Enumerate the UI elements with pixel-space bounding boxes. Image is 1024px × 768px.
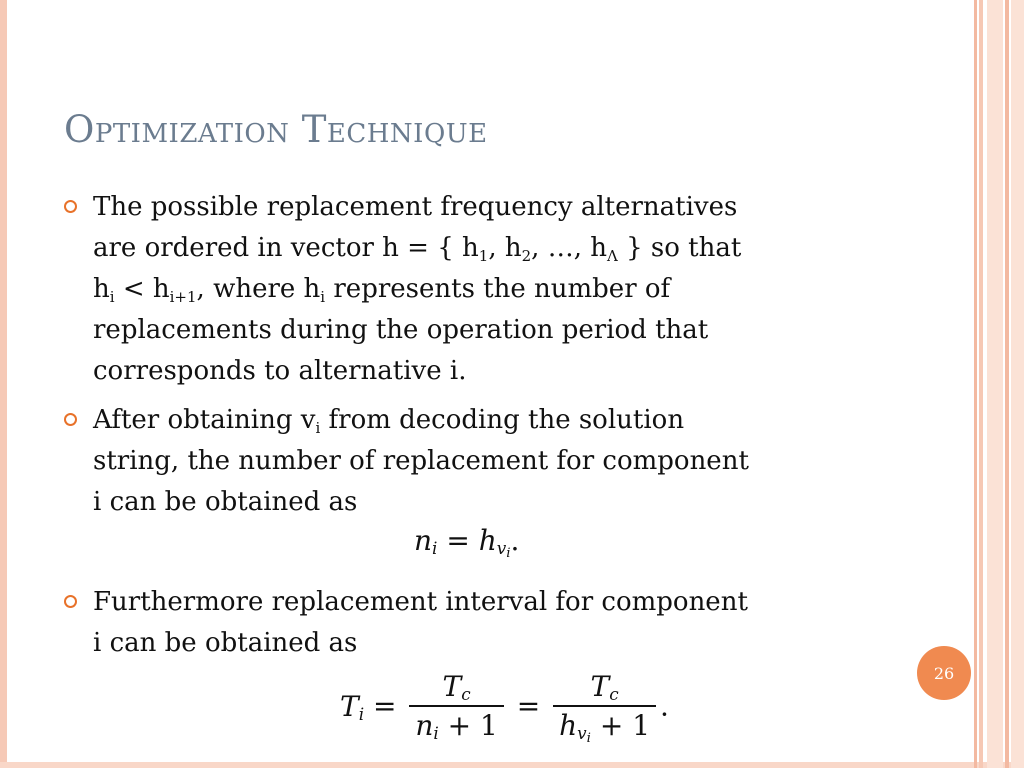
bullet-2-line-2: string, the number of replacement for component bbox=[93, 446, 749, 476]
bullet-circle-icon bbox=[64, 413, 77, 426]
bullet-2-text bbox=[93, 400, 883, 523]
formula-replacement-count: $n_i = h_{v_i}$. bbox=[414, 524, 520, 561]
bullet-1-line-4: replacements during the operation period that bbox=[93, 315, 709, 345]
bullet-2-line-3: i can be obtained as bbox=[93, 487, 358, 517]
bullet-2-line-1: After obtaining $v_i$ from decoding the solution bbox=[93, 405, 685, 437]
bullet-3-line-2: i can be obtained as bbox=[93, 628, 358, 658]
right-decorative-stripes bbox=[974, 0, 1024, 768]
bullet-1-line-5: corresponds to alternative i. bbox=[93, 356, 467, 386]
formula-replacement-interval: $T_i$ = $\frac{T_c}{n_i + 1}$ = $\frac{T_c}{h_{v_i} + 1}$ . bbox=[340, 670, 669, 746]
bullet-1-line-3: $h_i < h_{i+1}$, where $h_i$ represents the number of bbox=[93, 274, 671, 306]
bottom-border bbox=[0, 762, 1024, 768]
bullet-1-line-1: The possible replacement frequency alternatives bbox=[93, 192, 738, 222]
slide-title: Optimization Technique bbox=[64, 108, 488, 151]
bullet-circle-icon bbox=[64, 200, 77, 213]
fraction-1: $\frac{T_c}{n_i + 1}$ bbox=[409, 670, 504, 742]
bullet-3-text bbox=[93, 582, 883, 664]
bullet-circle-icon bbox=[64, 595, 77, 608]
bullet-3-line-1: Furthermore replacement interval for component bbox=[93, 587, 748, 617]
left-border bbox=[0, 0, 7, 768]
bullet-1-line-2: are ordered in vector h = { $h_1$, $h_2$, …, $h_\Lambda$ } so that bbox=[93, 233, 742, 265]
fraction-2: $\frac{T_c}{h_{v_i} + 1}$ bbox=[553, 670, 656, 742]
page-number-badge: 26 bbox=[917, 646, 971, 700]
bullet-1-text bbox=[93, 187, 883, 392]
